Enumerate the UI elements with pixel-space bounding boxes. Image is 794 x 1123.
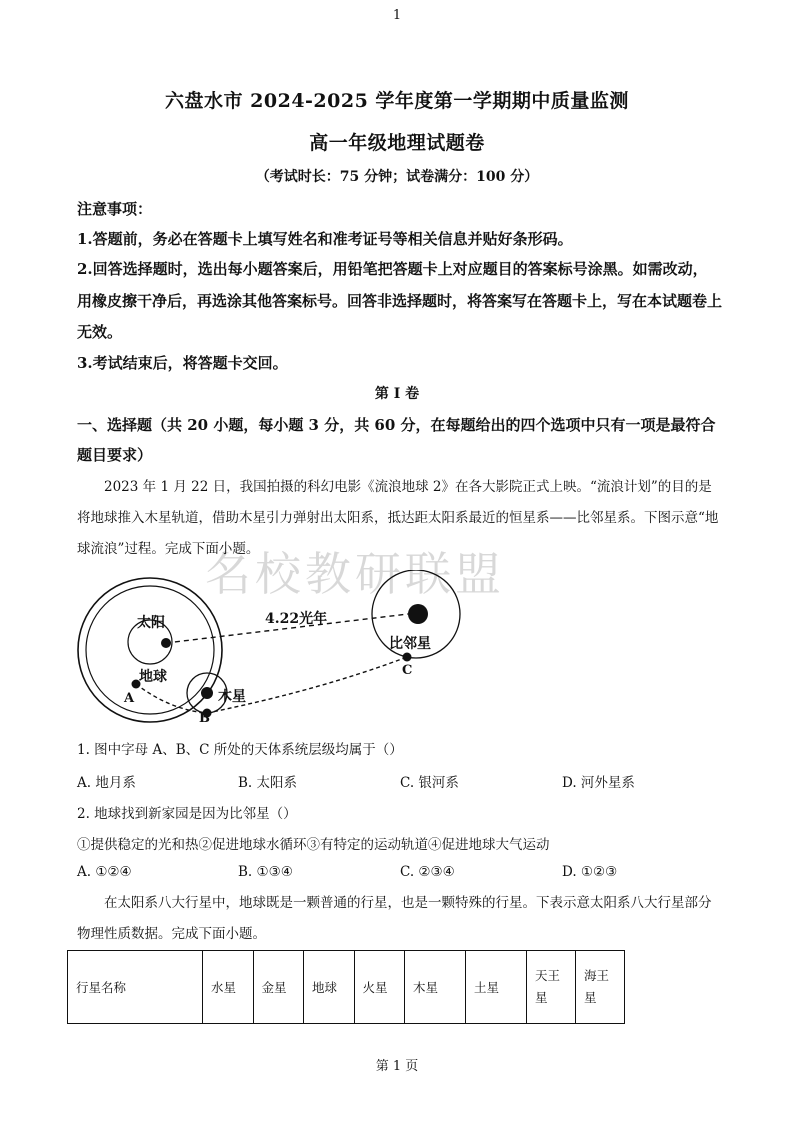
table-cell-uranus: 天王星 xyxy=(527,951,576,1024)
passage-1: 2023 年 1 月 22 日，我国拍摄的科幻电影《流浪地球 2》在各大影院正式上映。“流浪计划”的目的是将地球推入木星轨道，借助木星引力弹射出太阳系，抵达距太阳系最近的恒星系——比邻星系。下图示意“地球流浪”过程。完成下面小题。 xyxy=(77,479,719,557)
q1-option-d: D. 河外星系 xyxy=(562,775,635,791)
q1-option-a: A. 地月系 xyxy=(77,775,136,791)
page-number-top: 1 xyxy=(392,8,402,23)
q2-option-a: A. ①②④ xyxy=(77,864,132,880)
passage-2: 在太阳系八大行星中，地球既是一颗普通的行星，也是一颗特殊的行星。下表示意太阳系八大行星部分物理性质数据。完成下面小题。 xyxy=(77,895,712,942)
label-earth: 地球 xyxy=(139,669,167,685)
q1-option-b: B. 太阳系 xyxy=(238,775,298,791)
exam-info: （考试时长：75 分钟；试卷满分：100 分） xyxy=(255,169,539,185)
table-cell-jupiter: 木星 xyxy=(405,951,466,1024)
notice-item-1: 1.答题前，务必在答题卡上填写姓名和准考证号等相关信息并贴好条形码。 xyxy=(77,230,573,248)
q1-option-c: C. 银河系 xyxy=(400,775,459,791)
watermark: 名校教研联盟 xyxy=(205,547,505,601)
table-header-label: 行星名称 xyxy=(68,951,203,1024)
proxima-star xyxy=(408,604,428,624)
jupiter-dot xyxy=(201,687,213,699)
earth-orbit-inner xyxy=(86,586,214,714)
point-c-dot xyxy=(403,653,412,662)
label-jupiter: 木星 xyxy=(218,689,246,705)
path-a-b xyxy=(136,684,207,713)
earth-orbit-outer xyxy=(78,578,222,722)
label-sun: 太阳 xyxy=(137,615,165,631)
question-2-stem: 2. 地球找到新家园是因为比邻星（） xyxy=(77,806,297,822)
table-cell-neptune: 海王星 xyxy=(576,951,625,1024)
section-heading: 一、选择题（共 20 小题，每小题 3 分，共 60 分，在每题给出的四个选项中只有一项是最符合题目要求） xyxy=(77,416,716,464)
table-cell-earth: 地球 xyxy=(304,951,355,1024)
notice-item-2: 2.回答选择题时，选出每小题答案后，用铅笔把答题卡上对应题目的答案标号涂黑。如需改动，用橡皮擦干净后，再选涂其他答案标号。回答非选择题时，将答案写在答题卡上，写在本试题卷上无效。 xyxy=(77,260,723,341)
planet-data-table xyxy=(67,950,625,1024)
label-point-a: A xyxy=(124,691,135,706)
notice-item-3: 3.考试结束后，将答题卡交回。 xyxy=(77,354,288,372)
table-cell-mercury: 水星 xyxy=(203,951,254,1024)
page-footer: 第 1 页 xyxy=(375,1059,419,1074)
label-point-c: C xyxy=(402,663,413,678)
label-proxima: 比邻星 xyxy=(389,636,431,652)
notice-heading: 注意事项： xyxy=(77,200,153,218)
label-distance: 4.22光年 xyxy=(265,611,328,627)
exam-title: 六盘水市 2024-2025 学年度第一学期期中质量监测 xyxy=(165,90,629,112)
question-2-statements: ①提供稳定的光和热②促进地球水循环③有特定的运动轨道④促进地球大气运动 xyxy=(77,837,550,853)
volume-label: 第 I 卷 xyxy=(374,386,420,402)
question-1-stem: 1. 图中字母 A、B、C 所处的天体系统层级均属于（） xyxy=(77,742,403,758)
table-header-row xyxy=(68,951,625,1024)
table-cell-mars: 火星 xyxy=(354,951,405,1024)
q2-option-b: B. ①③④ xyxy=(238,864,293,880)
q2-option-d: D. ①②③ xyxy=(562,864,618,880)
exam-subtitle: 高一年级地理试题卷 xyxy=(309,132,485,154)
table-cell-venus: 金星 xyxy=(253,951,304,1024)
table-cell-saturn: 土星 xyxy=(466,951,527,1024)
label-point-b: B xyxy=(199,711,210,726)
q2-option-c: C. ②③④ xyxy=(400,864,455,880)
